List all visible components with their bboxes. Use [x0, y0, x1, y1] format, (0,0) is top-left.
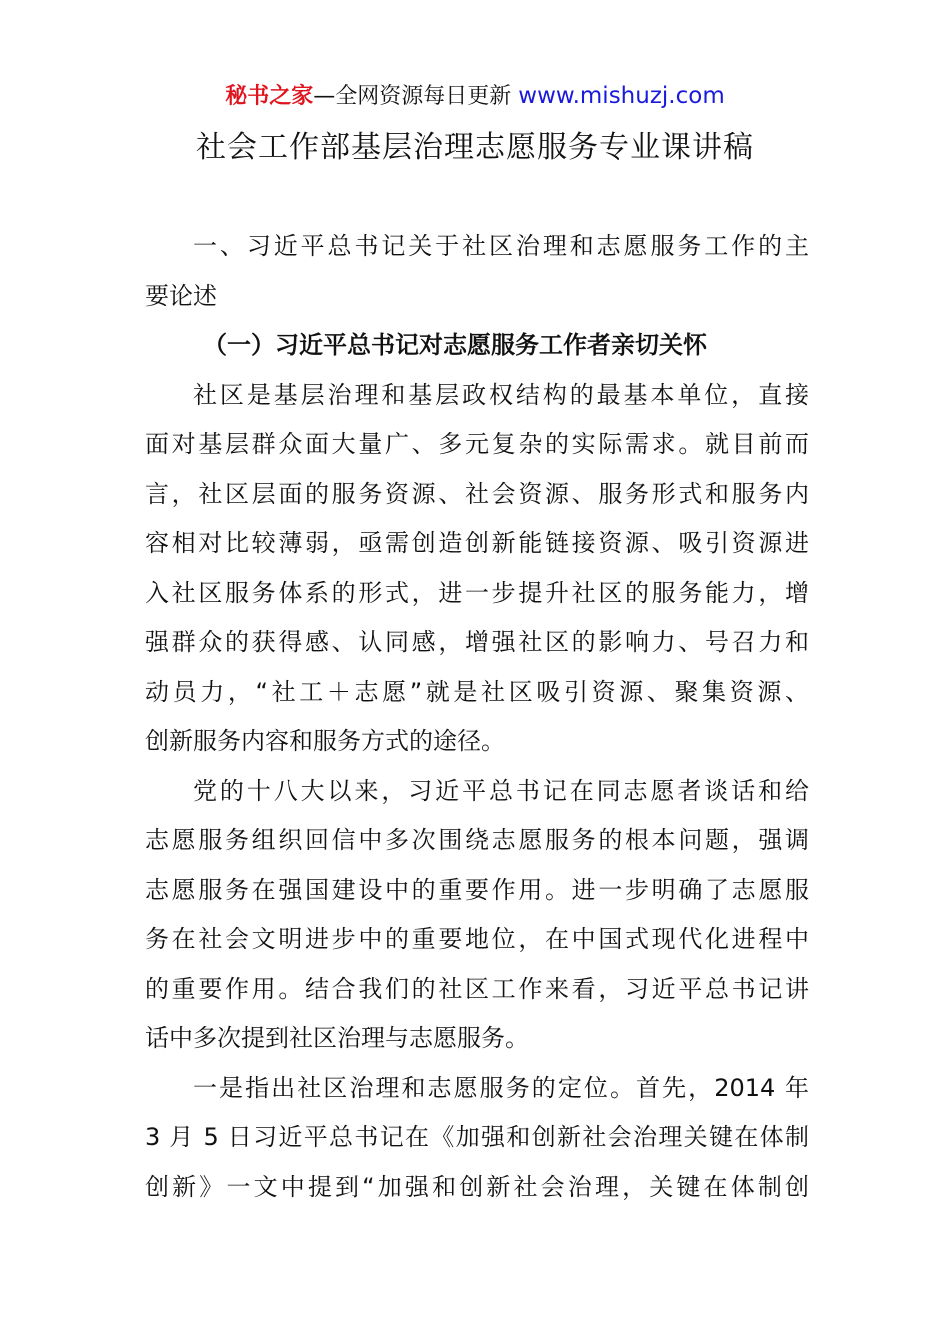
- paragraph-line: 容相对比较薄弱，亟需创造创新能链接资源、吸引资源进: [145, 529, 809, 557]
- paragraph-line: 3 月 5 日习近平总书记在《加强和创新社会治理关键在体制: [145, 1123, 809, 1151]
- site-tagline: —全网资源每日更新: [313, 84, 519, 109]
- document-body: [145, 222, 809, 1212]
- paragraph-line: 话中多次提到社区治理与志愿服务。: [145, 1024, 529, 1052]
- paragraph-line: 党的十八大以来，习近平总书记在同志愿者谈话和给: [193, 776, 809, 805]
- paragraph-line: 务在社会文明进步中的重要地位，在中国式现代化进程中: [145, 925, 809, 953]
- paragraph-line: 言，社区层面的服务资源、社会资源、服务形式和服务内: [145, 479, 809, 508]
- paragraph-line: 面对基层群众面大量广、多元复杂的实际需求。就目前而: [145, 430, 809, 458]
- section-heading-line: 一、习近平总书记关于社区治理和志愿服务工作的主: [193, 232, 809, 260]
- document-title: 社会工作部基层治理志愿服务专业课讲稿: [196, 130, 754, 165]
- paragraph-line: 动员力，“社工＋志愿”就是社区吸引资源、聚集资源、: [145, 677, 809, 706]
- site-url-link[interactable]: www.mishuzj.com: [518, 83, 725, 109]
- sub-heading: （一）习近平总书记对志愿服务工作者亲切关怀: [203, 331, 707, 359]
- paragraph-line: 创新》一文中提到“加强和创新社会治理，关键在体制创: [145, 1172, 809, 1201]
- paragraph-line: 的重要作用。结合我们的社区工作来看，习近平总书记讲: [145, 974, 809, 1003]
- site-header: [0, 80, 950, 113]
- section-heading-line: 要论述: [145, 281, 217, 310]
- paragraph-line: 社区是基层治理和基层政权结构的最基本单位，直接: [193, 380, 809, 409]
- paragraph-line: 创新服务内容和服务方式的途径。: [145, 727, 505, 755]
- site-brand: 秘书之家: [225, 84, 314, 109]
- paragraph-line: 入社区服务体系的形式，进一步提升社区的服务能力，增: [145, 578, 809, 607]
- paragraph-line: 强群众的获得感、认同感，增强社区的影响力、号召力和: [145, 628, 809, 656]
- paragraph-line: 一是指出社区治理和志愿服务的定位。首先，2014 年: [193, 1073, 809, 1102]
- paragraph-line: 志愿服务组织回信中多次围绕志愿服务的根本问题，强调: [145, 826, 809, 854]
- paragraph-line: 志愿服务在强国建设中的重要作用。进一步明确了志愿服: [145, 875, 809, 904]
